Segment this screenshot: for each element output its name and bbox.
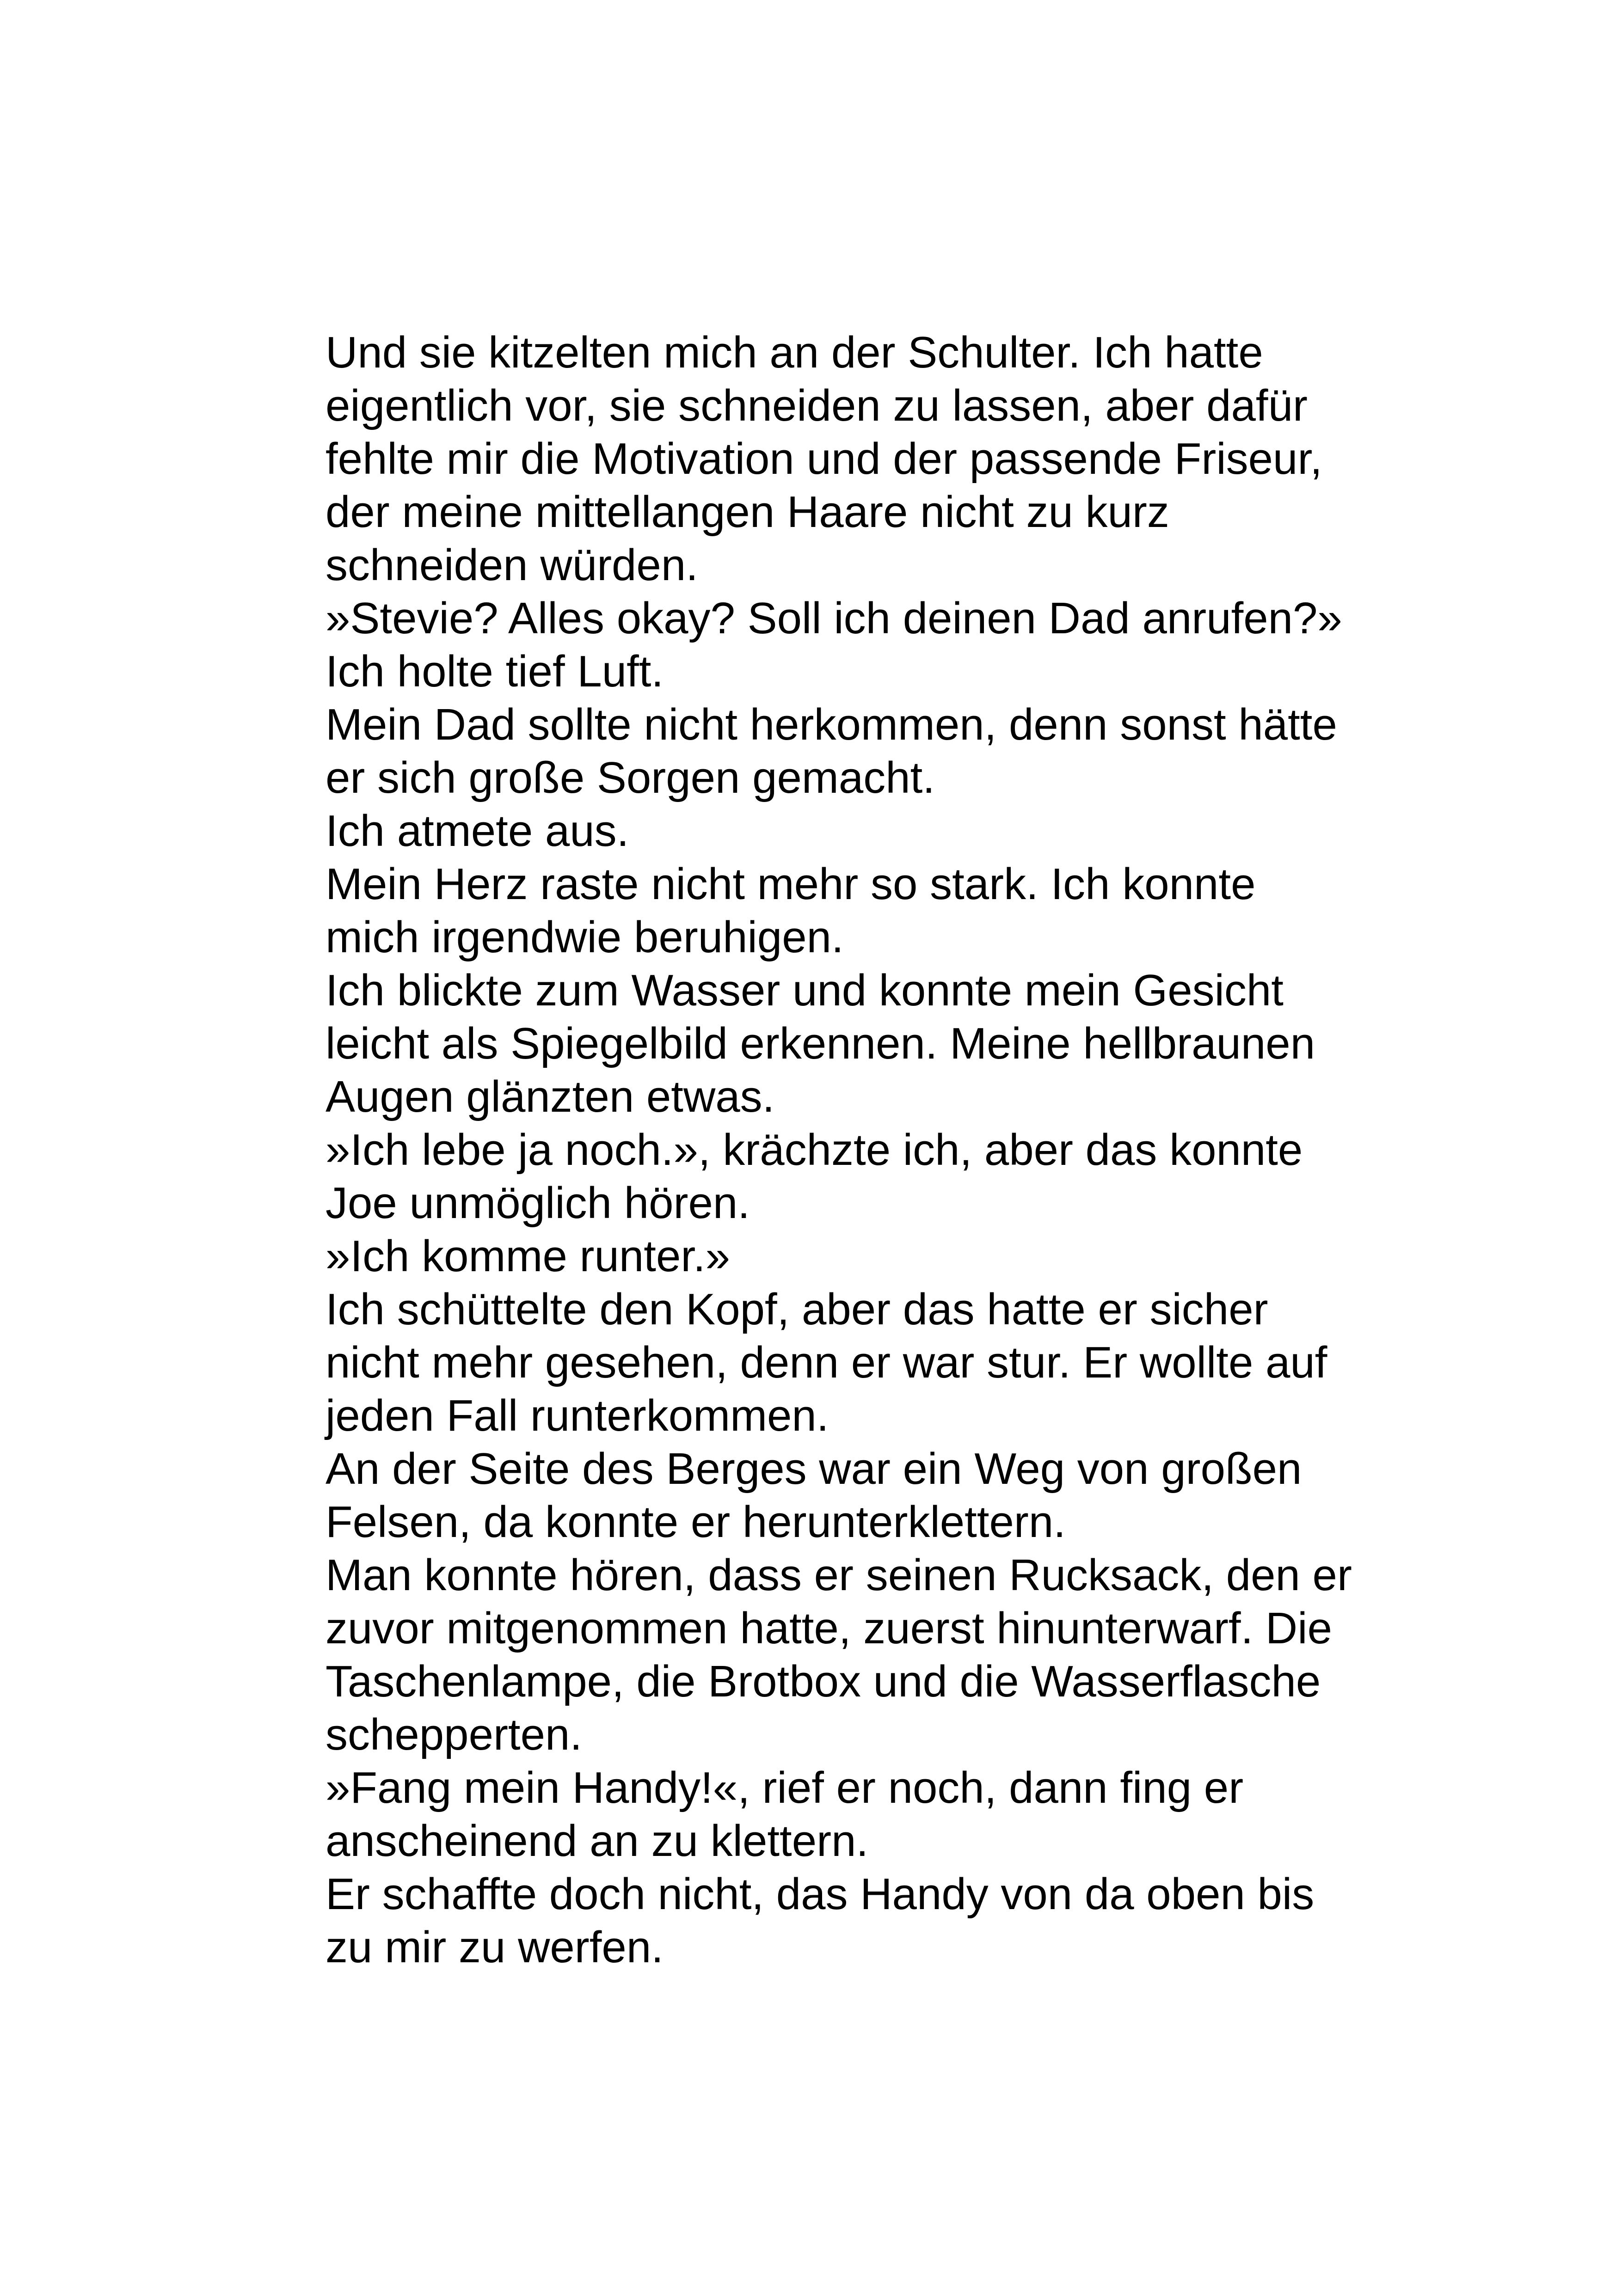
paragraph: »Ich komme runter.» xyxy=(326,1231,731,1281)
paragraph: »Fang mein Handy!«, rief er noch, dann fing er anscheinend an zu klettern. xyxy=(326,1763,1244,1866)
body-text xyxy=(326,326,1444,1974)
paragraph: Er schaffte doch nicht, das Handy von da oben bis zu mir zu werfen. xyxy=(326,1869,1315,1972)
paragraph: An der Seite des Berges war ein Weg von großen Felsen, da konnte er herunterklettern. xyxy=(326,1444,1302,1547)
paragraph: »Ich lebe ja noch.», krächzte ich, aber das konnte Joe unmöglich hören. xyxy=(326,1125,1303,1228)
paragraph: Man konnte hören, dass er seinen Rucksack, den er zuvor mitgenommen hatte, zuerst hinunterwarf. Die Taschenlampe, die Brotbox und die Wasserflasche schepperten. xyxy=(326,1550,1352,1759)
paragraph: »Stevie? Alles okay? Soll ich deinen Dad anrufen?» xyxy=(326,594,1342,643)
paragraph: Mein Dad sollte nicht herkommen, denn sonst hätte er sich große Sorgen gemacht. xyxy=(326,700,1337,802)
paragraph: Ich blickte zum Wasser und konnte mein Gesicht leicht als Spiegelbild erkennen. Meine hellbraunen Augen glänzten etwas. xyxy=(326,966,1315,1121)
paragraph: Mein Herz raste nicht mehr so stark. Ich konnte mich irgendwie beruhigen. xyxy=(326,859,1256,962)
paragraph: Ich holte tief Luft. xyxy=(326,647,664,696)
paragraph: Ich schüttelte den Kopf, aber das hatte er sicher nicht mehr gesehen, denn er war stur. Er wollte auf jeden Fall runterkommen. xyxy=(326,1285,1327,1440)
paragraph: Ich atmete aus. xyxy=(326,806,629,856)
paragraph: Und sie kitzelten mich an der Schulter. Ich hatte eigentlich vor, sie schneiden zu lassen, aber dafür fehlte mir die Motivation und der passende Friseur, der meine mittellangen Haare nicht zu kurz schneiden würden. xyxy=(326,328,1322,590)
